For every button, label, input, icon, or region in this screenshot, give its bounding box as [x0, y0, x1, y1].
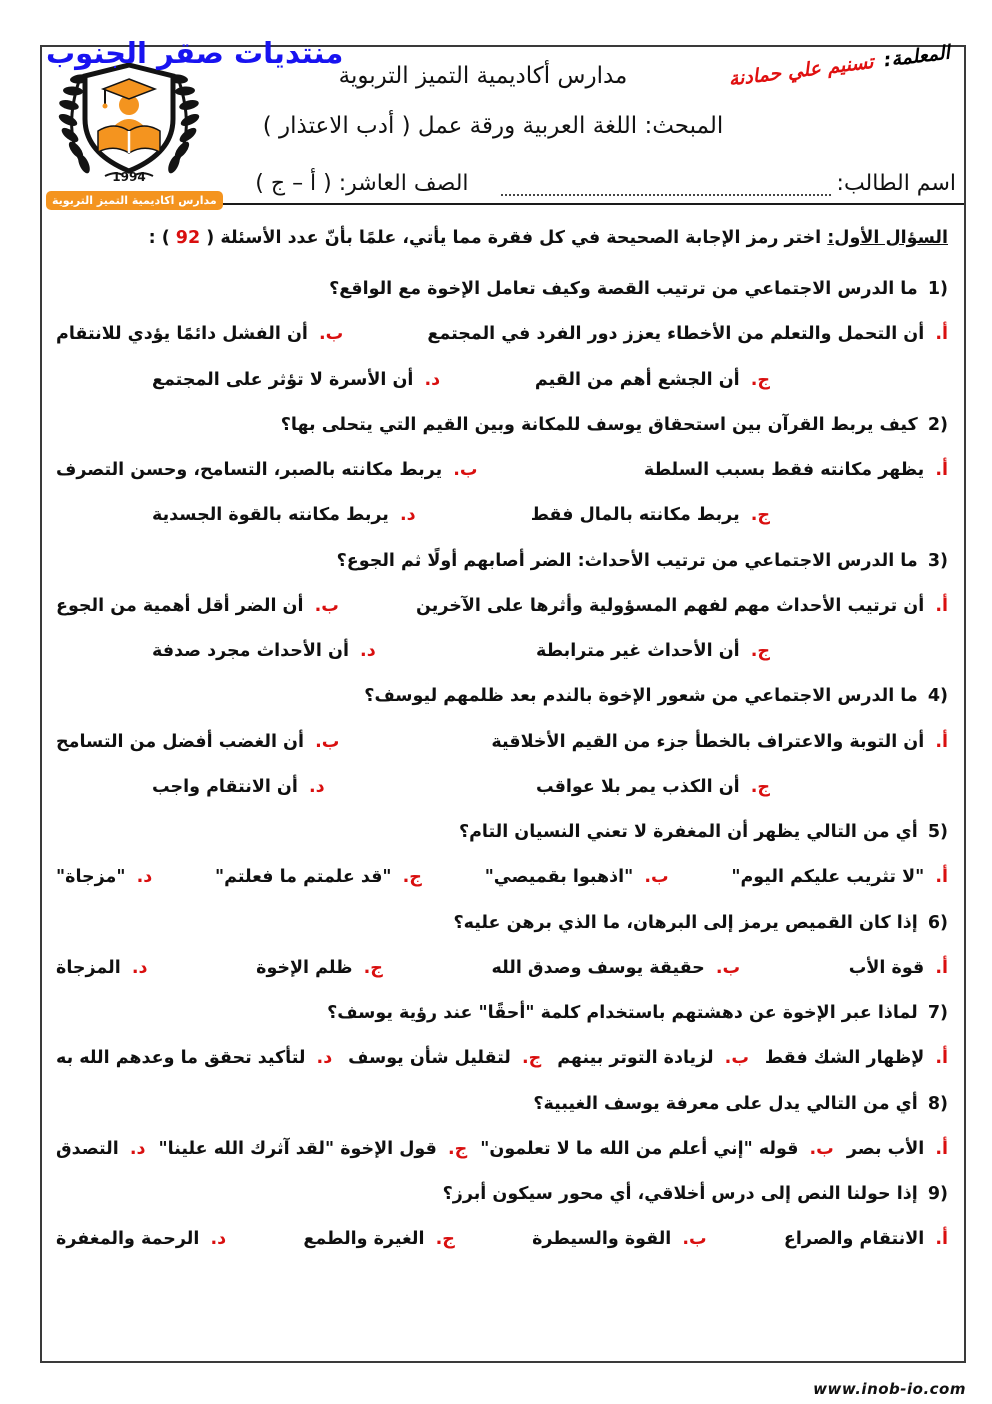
option-letter: د. — [136, 867, 153, 888]
question-line — [56, 276, 948, 302]
option-letter: د. — [210, 1229, 227, 1250]
option — [491, 729, 948, 755]
school-logo — [46, 59, 217, 210]
option-letter: ج. — [750, 776, 770, 797]
option-letter: ب. — [682, 1229, 707, 1250]
option-letter: ج. — [521, 1048, 542, 1069]
question-line — [56, 683, 948, 709]
option — [532, 1226, 707, 1252]
question-text: أي من التالي يظهر أن المغفرة لا تعني النسيان التام؟ — [458, 822, 918, 843]
option-text: يربط مكانته بالصبر، التسامح، وحسن التصرف — [56, 460, 443, 481]
option-letter: د. — [131, 957, 148, 978]
option-letter: ج. — [435, 1229, 455, 1250]
option-letter: أ. — [935, 1229, 948, 1250]
question-line — [56, 819, 948, 845]
question-count: 92 — [175, 228, 201, 248]
option-text: الغيرة والطمع — [303, 1229, 425, 1250]
option-row — [56, 955, 948, 981]
option-letter: ب. — [715, 957, 741, 978]
option-row — [56, 367, 948, 393]
footer-url: www.inob-io.com — [813, 1380, 966, 1398]
question-line — [56, 1000, 948, 1026]
option — [152, 638, 376, 664]
option-letter: ج. — [750, 641, 770, 662]
question-number: 8) — [927, 1093, 948, 1114]
question-text: كيف يربط القرآن بين استحقاق يوسف للمكانة وبين القيم التي يتحلى بها؟ — [280, 414, 918, 435]
option-letter: أ. — [935, 324, 948, 345]
option — [152, 502, 416, 528]
question-text: ما الدرس الاجتماعي من شعور الإخوة بالندم بعد ظلمهم ليوسف؟ — [364, 686, 918, 707]
option — [56, 1045, 332, 1071]
student-name-label: اسم الطالب: — [836, 171, 956, 196]
student-info-row — [188, 171, 964, 205]
option — [492, 955, 741, 981]
option-text: قول الإخوة "لقد آثرك الله علينا" — [158, 1138, 437, 1159]
question-block — [56, 910, 948, 982]
logo-caption: مدارس اكاديمية التميز التربوية — [46, 191, 223, 210]
worksheet-header — [42, 41, 964, 207]
option-row — [56, 502, 948, 528]
option — [427, 321, 948, 347]
option-letter: أ. — [935, 460, 948, 481]
option-row — [56, 864, 948, 890]
question-number: 6) — [927, 912, 948, 933]
option — [56, 321, 343, 347]
option — [56, 593, 339, 619]
question-block — [56, 1000, 948, 1072]
option-text: الأب بصر — [846, 1138, 925, 1159]
option-text: القوة والسيطرة — [532, 1229, 672, 1250]
option-row — [56, 1226, 948, 1252]
option — [765, 1045, 948, 1071]
worksheet-border — [40, 41, 966, 1363]
option — [56, 864, 152, 890]
option — [256, 955, 383, 981]
question-number: 4) — [927, 686, 948, 707]
school-crest-icon — [53, 59, 205, 185]
question-text: إذا حولنا النص إلى درس أخلاقي، أي محور سيكون أبرز؟ — [442, 1184, 918, 1205]
question-text: لماذا عبر الإخوة عن دهشتهم باستخدام كلمة "أحقًا" عند رؤية يوسف؟ — [327, 1003, 918, 1024]
option — [152, 774, 325, 800]
option-text: لإظهار الشك فقط — [764, 1048, 925, 1069]
option — [56, 729, 339, 755]
option-text: "لا تثريب عليكم اليوم" — [731, 867, 925, 888]
option-letter: د. — [360, 641, 376, 662]
exam-instructions — [56, 225, 948, 252]
question-block — [56, 819, 948, 891]
instructions-tail: ) : — [148, 228, 176, 248]
teacher-label: المعلمة: — [882, 41, 951, 72]
option — [535, 367, 770, 393]
option-text: لتأكيد تحقق ما وعدهم الله به — [56, 1048, 306, 1069]
option-text: "قد علمتم ما فعلتم" — [215, 867, 392, 888]
option-letter: د. — [424, 369, 441, 390]
option-row — [56, 593, 948, 619]
option-text: المزجاة — [56, 957, 121, 978]
option-letter: ج. — [363, 957, 383, 978]
option-letter: أ. — [935, 731, 948, 752]
question-line — [56, 910, 948, 936]
question-line — [56, 1091, 948, 1117]
option — [485, 864, 669, 890]
option-letter: د. — [399, 505, 416, 526]
option-row — [56, 638, 948, 664]
option-text: أن الضر أقل أهمية من الجوع — [56, 595, 304, 616]
option-letter: أ. — [935, 867, 948, 888]
option-letter: أ. — [935, 595, 948, 616]
option — [56, 1226, 226, 1252]
question-block — [56, 1091, 948, 1163]
option-text: الانتقام والصراع — [783, 1229, 925, 1250]
question-number: 9) — [927, 1184, 948, 1205]
option-text: أن الانتقام واجب — [152, 776, 298, 797]
option-letter: د. — [308, 776, 325, 797]
option — [480, 1136, 834, 1162]
option — [348, 1045, 541, 1071]
option-letter: ب. — [453, 460, 478, 481]
option — [416, 593, 948, 619]
option-text: "مزجاة" — [56, 867, 126, 888]
option — [56, 1136, 145, 1162]
option-text: ظلم الإخوة — [256, 957, 353, 978]
question-block — [56, 1181, 948, 1253]
option-letter: د. — [129, 1138, 146, 1159]
option — [531, 502, 770, 528]
option-letter: ب. — [314, 595, 339, 616]
option-row — [56, 774, 948, 800]
option-text: "اذهبوا بقميصي" — [484, 867, 634, 888]
option-row — [56, 321, 948, 347]
question-number: 3) — [927, 550, 948, 571]
option-letter: أ. — [935, 1048, 948, 1069]
option-letter: ج. — [402, 867, 422, 888]
question-number: 1) — [927, 279, 948, 300]
option-letter: ج. — [750, 369, 770, 390]
option — [557, 1045, 749, 1071]
subject-line: المبحث: اللغة العربية ورقة عمل ( أدب الاعتذار ) — [262, 113, 724, 139]
question-number: 7) — [927, 1003, 948, 1024]
forum-watermark: منتديات صقر الجنوب — [46, 36, 344, 70]
question-text: إذا كان القميص يرمز إلى البرهان، ما الذي برهن عليه؟ — [453, 912, 918, 933]
school-name: مدارس أكاديمية التميز التربوية — [338, 63, 628, 89]
option-text: التصدق — [56, 1138, 119, 1159]
option-text: لتقليل شأن يوسف — [348, 1048, 511, 1069]
option-letter: ب. — [724, 1048, 749, 1069]
question-number: 5) — [927, 822, 948, 843]
option — [215, 864, 422, 890]
option — [644, 457, 948, 483]
question-block — [56, 683, 948, 800]
option — [536, 638, 770, 664]
questions — [42, 205, 964, 1253]
question-line — [56, 1181, 948, 1207]
option-letter: ب. — [315, 731, 340, 752]
option-letter: ب. — [318, 324, 344, 345]
option — [152, 367, 440, 393]
option-text: قوله "إني أعلم من الله ما لا تعلمون" — [480, 1138, 799, 1159]
option-text: أن الجشع أهم من القيم — [534, 369, 740, 390]
option-letter: ج. — [750, 505, 770, 526]
option-text: أن الكذب يمر بلا عواقب — [535, 776, 740, 797]
option — [303, 1226, 454, 1252]
option-text: أن الفشل دائمًا يؤدي للانتقام — [56, 324, 308, 345]
option-text: أن ترتيب الأحداث مهم لفهم المسؤولية وأثرها على الآخرين — [416, 595, 925, 616]
option-letter: أ. — [935, 1138, 948, 1159]
option-text: أن الأحداث غير مترابطة — [536, 641, 740, 662]
option — [56, 955, 147, 981]
question-number: 2) — [927, 414, 948, 435]
option-text: أن التحمل والتعلم من الأخطاء يعزز دور الفرد في المجتمع — [427, 324, 925, 345]
option-text: أن الأسرة لا تؤثر على المجتمع — [152, 369, 414, 390]
option-row — [56, 729, 948, 755]
option — [849, 955, 948, 981]
question-line — [56, 548, 948, 574]
option-text: أن الغضب أفضل من التسامح — [56, 731, 304, 752]
section-title: السؤال الأول: — [827, 228, 948, 248]
option-text: الرحمة والمغفرة — [56, 1229, 200, 1250]
grade-label: الصف العاشر: ( أ – ج ) — [255, 171, 469, 196]
option-letter: د. — [316, 1048, 333, 1069]
question-text: ما الدرس الاجتماعي من ترتيب الأحداث: الضر أصابهم أولًا ثم الجوع؟ — [336, 550, 918, 571]
question-block — [56, 276, 948, 393]
option-text: يظهر مكانته فقط بسبب السلطة — [643, 460, 925, 481]
question-text: أي من التالي يدل على معرفة يوسف الغيبية؟ — [533, 1093, 918, 1114]
option — [784, 1226, 948, 1252]
option-letter: أ. — [935, 957, 948, 978]
question-text: ما الدرس الاجتماعي من ترتيب القصة وكيف تعامل الإخوة مع الواقع؟ — [329, 279, 918, 300]
option — [56, 457, 478, 483]
option — [536, 774, 770, 800]
option-letter: ج. — [447, 1138, 468, 1159]
option-row — [56, 457, 948, 483]
question-block — [56, 412, 948, 529]
option-text: أن الأحداث مجرد صدفة — [152, 641, 349, 662]
option-text: حقيقة يوسف وصدق الله — [491, 957, 705, 978]
option-row — [56, 1045, 948, 1071]
option-text: يربط مكانته بالمال فقط — [530, 505, 740, 526]
option-text: قوة الأب — [848, 957, 925, 978]
question-line — [56, 412, 948, 438]
option-text: لزيادة التوتر بينهم — [557, 1048, 714, 1069]
question-block — [56, 548, 948, 665]
option-text: أن التوبة والاعتراف بالخطأ جزء من القيم الأخلاقية — [491, 731, 925, 752]
option — [731, 864, 948, 890]
option-text: يربط مكانته بالقوة الجسدية — [152, 505, 389, 526]
option — [847, 1136, 948, 1162]
option-letter: ب. — [644, 867, 669, 888]
teacher-name: تسنيم علي حمادنة — [727, 50, 875, 91]
instructions-text: اختر رمز الإجابة الصحيحة في كل فقرة مما يأتي، علمًا بأنّ عدد الأسئلة ( — [200, 228, 828, 248]
student-name-blank — [501, 178, 831, 196]
option-letter: ب. — [809, 1138, 834, 1159]
option — [159, 1136, 468, 1162]
logo-year: 1994 — [112, 170, 146, 184]
option-row — [56, 1136, 948, 1162]
